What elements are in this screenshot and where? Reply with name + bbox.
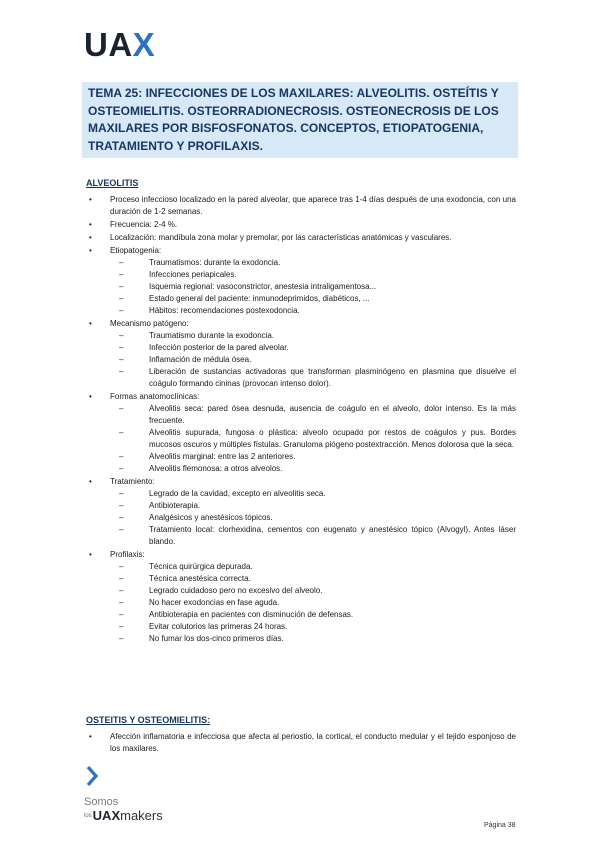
- page-number: Página 38: [484, 822, 516, 829]
- list-item-text: Proceso infeccioso localizado en la pared alveolar, que aparece tras 1-4 días después de una exodoncia, con una duración de 1-2 semanas.: [110, 195, 516, 216]
- sub-list-item: – Traumatismos: durante la exodoncia.: [119, 257, 516, 269]
- uax-logo: [84, 26, 155, 64]
- sub-list-item: – Estado general del paciente: inmunodeprimidos, diabéticos, ...: [119, 293, 516, 305]
- list-item-text: Localización: mandíbula zona molar y premolar, por las características anatómicas y vasculares.: [110, 233, 452, 242]
- sub-list-item: – Infecciones periapicales.: [119, 269, 516, 281]
- section-heading-osteitis: OSTEITIS Y OSTEOMIELITIS:: [86, 715, 211, 725]
- sub-list-item: – Técnica anestésica correcta.: [119, 573, 516, 585]
- sub-list: [110, 561, 516, 645]
- list-item-text: Etiopatogenia:: [110, 246, 162, 255]
- list-item: • Afección inflamatoria e infecciosa que afecta al periostio, la cortical, el conducto medular y el tejido esponjoso de los maxilares.: [86, 731, 516, 755]
- logo-prefix: UA: [84, 26, 133, 63]
- footer-brand: UAX: [92, 808, 121, 823]
- sub-list-item: – No hacer exodoncias en fase aguda.: [119, 597, 516, 609]
- list-item-text: Frecuencia: 2-4 %.: [110, 220, 178, 229]
- sub-list-item: – No fumar los dos-cinco primeros días.: [119, 633, 516, 645]
- sub-list-item: – Traumatismo durante la exodoncia.: [119, 330, 516, 342]
- list-item: [86, 391, 516, 475]
- list-item: [86, 245, 516, 317]
- section-heading-alveolitis: ALVEOLITIS: [86, 178, 139, 188]
- sub-list-item: – Alveolitis seca: pared ósea desnuda, ausencia de coágulo en el alveolo, dolor intenso. Es la más frecuente.: [119, 403, 516, 427]
- list-item: [86, 194, 516, 218]
- sub-list-item: – Alveolitis marginal: entre las 2 anteriores.: [119, 451, 516, 463]
- sub-list-item: – Infección posterior de la pared alveolar.: [119, 342, 516, 354]
- sub-list-item: – Alveolitis flemonosa: a otros alveolos.: [119, 463, 516, 475]
- sub-list: [110, 403, 516, 475]
- list-item-text: Formas anatomoclínicas:: [110, 392, 200, 401]
- list-item-text: Mecanismo patógeno:: [110, 319, 189, 328]
- logo-x: X: [132, 26, 156, 63]
- footer-somos: Somos: [84, 796, 119, 808]
- sub-list-item: – Alveolitis supurada, fungosa o plástica: alveolo ocupado por restos de coágulos y pus. Bordes mucosos oscuros y múltiples fístulas. Granuloma piógeno postextracción. Menos dolorosa que la seca.: [119, 427, 516, 451]
- sub-list-item: – Antibioterapia.: [119, 500, 516, 512]
- alveolitis-content: [86, 194, 516, 646]
- sub-list-item: – Legrado de la cavidad, excepto en alveolitis seca.: [119, 488, 516, 500]
- sub-list-item: – Isquemia regional: vasoconstrictor, anestesia intraligamentosa...: [119, 281, 516, 293]
- list-item-text: Profilaxis:: [110, 550, 145, 559]
- list-item: [86, 232, 516, 244]
- list-item: [86, 219, 516, 231]
- osteitis-content: [86, 731, 516, 756]
- topic-title: TEMA 25: INFECCIONES DE LOS MAXILARES: ALVEOLITIS. OSTEÍTIS Y OSTEOMIELITIS. OSTEORRADIONECROSIS. OSTEONECROSIS DE LOS MAXILARES POR BISFOSFONATOS. CONCEPTOS, ETIOPATOGENIA, TRATAMIENTO Y PROFILAXIS.: [88, 86, 499, 153]
- sub-list: [110, 257, 516, 317]
- sub-list-item: – Antibioterapia en pacientes con disminución de defensas.: [119, 609, 516, 621]
- sub-list: [110, 488, 516, 548]
- footer-uaxmakers-logo: [84, 809, 163, 823]
- sub-list: [110, 330, 516, 390]
- sub-list-item: – Analgésicos y anestésicos tópicos.: [119, 512, 516, 524]
- alveolitis-list: [86, 194, 516, 645]
- sub-list-item: – Legrado cuidadoso pero no excesivo del alveolo.: [119, 585, 516, 597]
- osteitis-list: [86, 731, 516, 755]
- list-item: [86, 476, 516, 548]
- sub-list-item: – Técnica quirúrgica depurada.: [119, 561, 516, 573]
- list-item: [86, 318, 516, 390]
- list-item: [86, 549, 516, 645]
- footer-los: los: [84, 813, 92, 819]
- sub-list-item: – Tratamiento local: clorhexidina, cementos con eugenato y anestésico tópico (Alvogyl). Antes láser blando.: [119, 524, 516, 548]
- footer-brand-tail: makers: [120, 808, 163, 823]
- sub-list-item: – Hábitos: recomendaciones postexodoncia.: [119, 305, 516, 317]
- sub-list-item: – Evitar colutorios las primeras 24 horas.: [119, 621, 516, 633]
- sub-list-item: – Liberación de sustancias activadoras que transforman plasminógeno en plasmina que disuelve el coágulo formando cininas (provocan intenso dolor).: [119, 366, 516, 390]
- list-item-text: Tratamiento:: [110, 477, 155, 486]
- chevron-right-icon: [85, 766, 99, 786]
- sub-list-item: – Inflamación de médula ósea.: [119, 354, 516, 366]
